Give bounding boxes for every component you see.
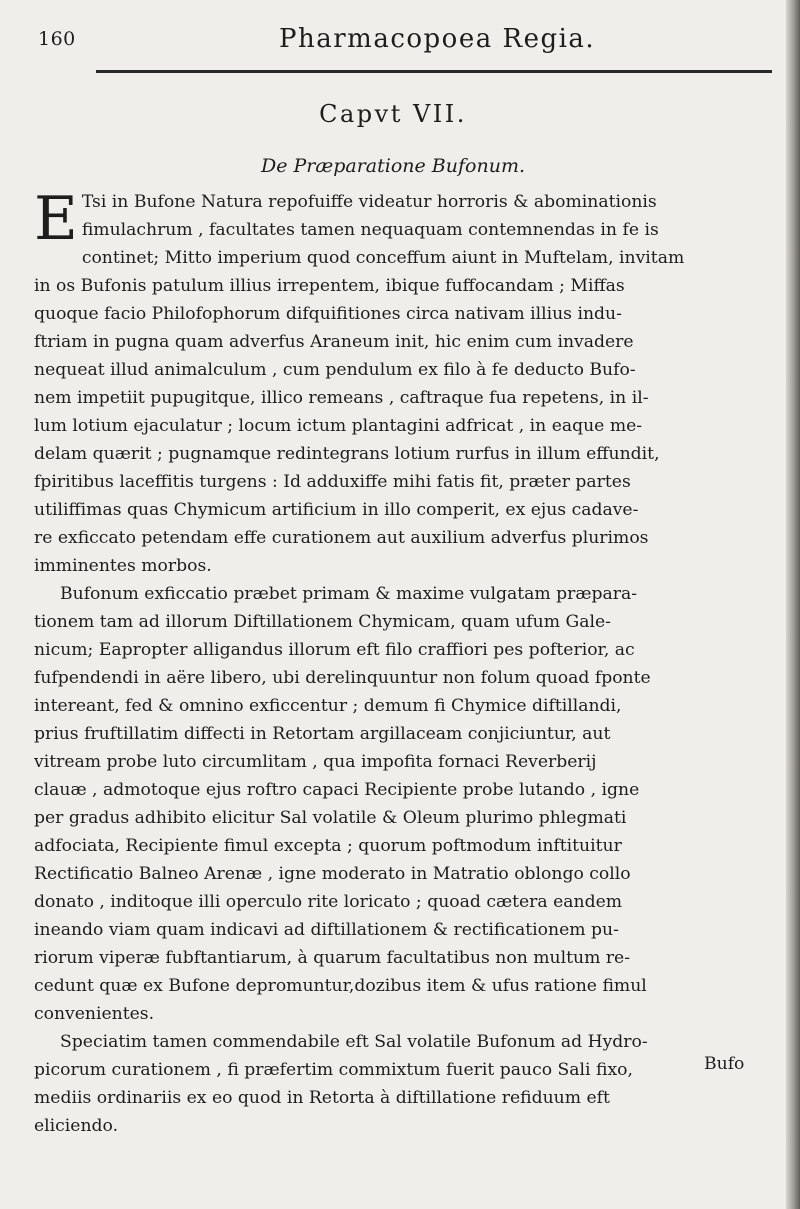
page-number: 160 xyxy=(38,28,76,50)
text-line: prius fruftillatim diffecti in Retortam argillaceam conjiciuntur, aut xyxy=(34,724,611,744)
text-line: in os Bufonis patulum illius irrepentem, ibique fuffocandam ; Miffas xyxy=(34,276,625,296)
text-line: ineando viam quam indicavi ad diftillationem & rectificationem pu- xyxy=(34,920,619,940)
text-line: lum lotium ejaculatur ; locum ictum plantagini adfricat , in eaque me- xyxy=(34,416,643,436)
text-line: per gradus adhibito elicitur Sal volatile & Oleum plurimo phlegmati xyxy=(34,808,627,828)
text-line: donato , inditoque illi operculo rite loricato ; quoad cætera eandem xyxy=(34,892,623,912)
text-line: eliciendo. xyxy=(34,1116,119,1136)
text-line: cedunt quæ ex Bufone depromuntur,dozibus item & ufus ratione fimul xyxy=(34,976,647,996)
text-line: vitream probe luto circumlitam , qua impofita fornaci Reverberij xyxy=(34,752,597,772)
drop-cap: E xyxy=(34,184,78,254)
text-line: re exficcato petendam effe curationem aut auxilium adverfus plurimos xyxy=(34,528,649,548)
text-line: Bufonum exficcatio præbet primam & maxime vulgatam præpara- xyxy=(60,584,638,604)
text-line: quoque facio Philofophorum difquifitiones circa nativam illius indu- xyxy=(34,304,622,324)
text-line: delam quærit ; pugnamque redintegrans lotium rurfus in illum effundit, xyxy=(34,444,660,464)
chapter-heading: Capvt VII. xyxy=(319,100,467,128)
header-rule xyxy=(96,70,772,73)
text-line: Speciatim tamen commendabile eft Sal volatile Bufonum ad Hydro- xyxy=(60,1032,648,1052)
text-line: Rectificatio Balneo Arenæ , igne moderato in Matratio oblongo collo xyxy=(34,864,631,884)
text-line: nequeat illud animalculum , cum pendulum ex filo à fe deducto Bufo- xyxy=(34,360,636,380)
text-line: convenientes. xyxy=(34,1004,155,1024)
text-line: mediis ordinariis ex eo quod in Retorta à diftillatione refiduum eft xyxy=(34,1088,610,1108)
text-line: Tsi in Bufone Natura repofuiffe videatur horroris & abominationis xyxy=(81,192,657,212)
text-line: nem impetiit pupugitque, illico remeans , caftraque fua repetens, in il- xyxy=(34,388,649,408)
text-line: fpiritibus laceffitis turgens : Id adduxiffe mihi fatis fit, præter partes xyxy=(34,472,631,492)
text-line: tionem tam ad illorum Diftillationem Chymicam, quam ufum Gale- xyxy=(34,612,611,632)
running-head xyxy=(38,24,768,56)
text-line: continet; Mitto imperium quod conceffum aiunt in Muftelam, invitam xyxy=(81,248,685,268)
text-line: intereant, fed & omnino exficcentur ; demum fi Chymice diftillandi, xyxy=(34,696,622,716)
text-line: utiliffimas quas Chymicum artificium in illo comperit, ex ejus cadave- xyxy=(34,500,639,520)
text-line: fufpendendi in aëre libero, ubi derelinquuntur non folum quoad fponte xyxy=(34,668,651,688)
text-line: imminentes morbos. xyxy=(34,556,212,576)
text-line: fimulachrum , facultates tamen nequaquam contemnendas in fe is xyxy=(81,220,659,240)
text-line: riorum viperæ fubftantiarum, à quarum facultatibus non multum re- xyxy=(34,948,631,968)
chapter-subtitle: De Præparatione Bufonum. xyxy=(260,155,525,177)
catchword: Bufo xyxy=(704,1054,745,1074)
page-edge-shadow xyxy=(786,0,800,1209)
body-text xyxy=(34,184,778,1140)
text-line: clauæ , admotoque ejus roftro capaci Recipiente probe lutando , igne xyxy=(34,780,640,800)
text-line: adfociata, Recipiente fimul excepta ; quorum poftmodum inftituitur xyxy=(34,836,622,856)
running-title: Pharmacopoea Regia. xyxy=(279,24,596,54)
text-line: picorum curationem , fi præfertim commixtum fuerit pauco Sali fixo, xyxy=(34,1060,633,1080)
text-line: nicum; Eapropter alligandus illorum eft filo craffiori pes pofterior, ac xyxy=(34,640,635,660)
text-line: ftriam in pugna quam adverfus Araneum init, hic enim cum invadere xyxy=(34,332,634,352)
